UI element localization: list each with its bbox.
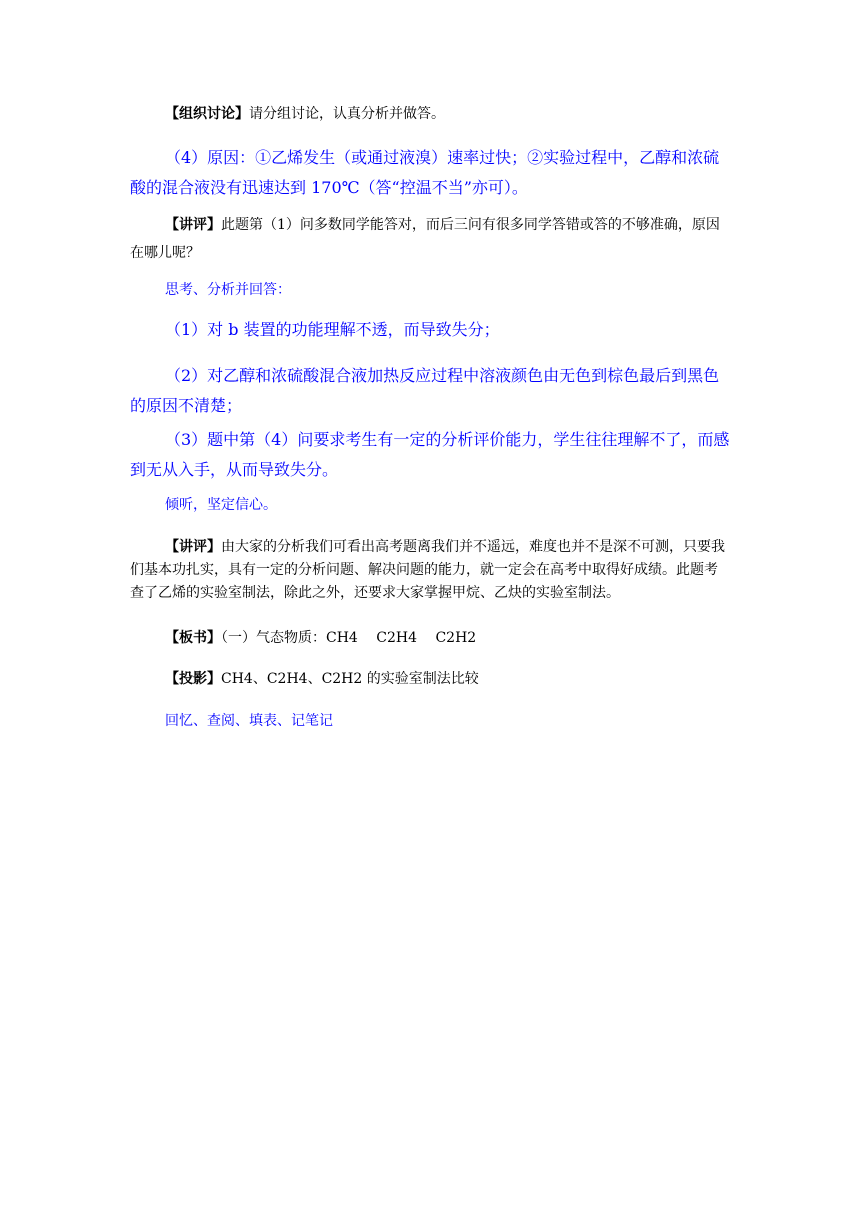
paragraph-text: 请分组讨论，认真分析并做答。 xyxy=(249,106,445,122)
section-tag: 【组织讨论】 xyxy=(165,106,249,122)
paragraph-text: 此题第（1）问多数同学能答对，而后三问有很多同学答错或答的不够准确，原因在哪儿呢？ xyxy=(130,217,720,261)
review-paragraph-2 xyxy=(130,536,730,605)
blackboard-paragraph xyxy=(130,627,730,649)
answer-reason-paragraph: （4）原因：①乙烯发生（或通过液溴）速率过快；②实验过程中，乙醇和浓硫酸的混合液没有迅速达到 170℃（答“控温不当”亦可）。 xyxy=(130,148,720,197)
section-tag: 【讲评】 xyxy=(165,217,221,233)
analysis-item-2: （2）对乙醇和浓硫酸混合液加热反应过程中溶液颜色由无色到棕色最后到黑色的原因不清楚； xyxy=(130,366,720,415)
review-paragraph xyxy=(130,211,730,267)
paragraph-text: CH4、C2H4、C2H2 的实验室制法比较 xyxy=(221,671,479,687)
analysis-item-1: （1）对 b 装置的功能理解不透，而导致失分； xyxy=(165,320,500,339)
student-activity-think: 思考、分析并回答： xyxy=(165,282,291,298)
section-tag: 【板书】 xyxy=(165,630,221,646)
analysis-item-3: （3）题中第（4）问要求考生有一定的分析评价能力，学生往往理解不了，而感到无从入手，从而导致失分。 xyxy=(130,430,730,479)
paragraph-text: 由大家的分析我们可看出高考题离我们并不遥远，难度也并不是深不可测，只要我们基本功扎实，具有一定的分析问题、解决问题的能力，就一定会在高考中取得好成绩。此题考查了乙烯的实验室制法，除此之外，还要求大家掌握甲烷、乙炔的实验室制法。 xyxy=(130,539,725,601)
student-activity-recall: 回忆、查阅、填表、记笔记 xyxy=(165,713,333,729)
section-tag: 【投影】 xyxy=(165,671,221,687)
projection-paragraph xyxy=(130,668,730,690)
paragraph-text: （一）气态物质：CH4 C2H4 C2H2 xyxy=(221,630,477,646)
discussion-paragraph xyxy=(130,103,730,125)
section-tag: 【讲评】 xyxy=(165,539,221,555)
student-activity-listen: 倾听，坚定信心。 xyxy=(165,497,277,513)
